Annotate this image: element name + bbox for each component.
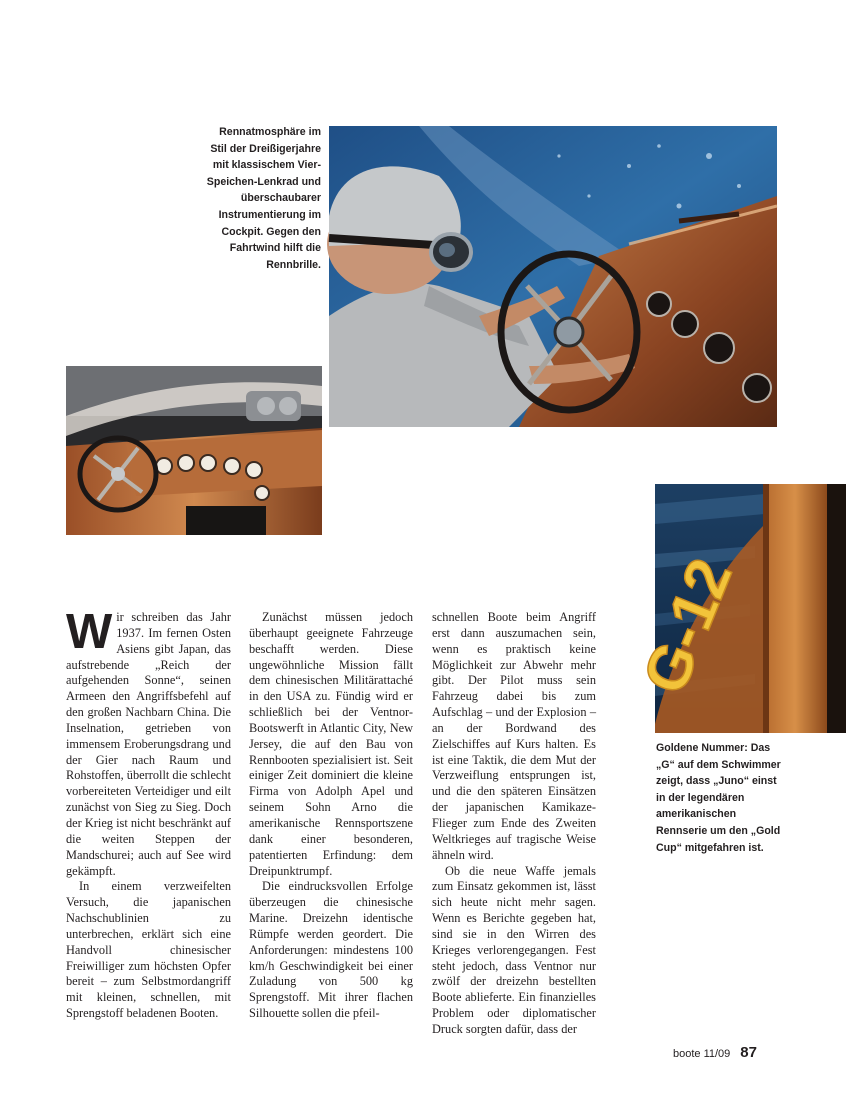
photo-driver-cockpit [329,126,777,427]
magazine-issue: boote 11/09 [673,1048,731,1060]
article-column-1 [66,605,232,1022]
photo-cockpit-dashboard [66,366,322,535]
hull-number-text: G-12 [630,549,746,704]
article-paragraph: Zunächst müssen jedoch überhaupt geeignete Fahrzeuge beschafft werden. Diese ungewöhnliche Mission fällt dem chinesischen Militärattaché in den USA zu. Fündig wird er schließlich bei der Ventnor-Bootswerft in Atlantic City, New Jersey, die auf den Bau von Rennbooten spezialisiert ist. Seit einiger Zeit dominiert die kleine Firma von Adolph Apel und seinem Sohn Arno die amerikanische Rennsportszene dank einer besonderen, patentierten Erfindung: dem Dreipunktrumpf. [249,610,413,878]
page-number: 87 [740,1044,757,1061]
photo-caption-number: Goldene Nummer: Das „G“ auf dem Schwimmer zeigt, dass „Juno“ einst in der legendären amerikanischen Rennserie um den „Gold Cup“ mitgefahren ist. [656,742,781,854]
article-paragraph: Wir schreiben das Jahr 1937. Im fernen Osten Asiens gibt Japan, das aufstrebende „Reich der aufgehenden Sonne“, seinen Armeen den Angriffsbefehl auf den großen Nachbarn China. Die Inselnation, getrieben von immensem Eroberungsdrang und der Gier nach Raum und Rohstoffen, überrollt die schlecht vorbereiteten Verteidiger und eilt zunächst von Sieg zu Sieg. Doch der Krieg ist nicht beschränkt auf die weiten Steppen der Mandschurei; auch auf See wird gekämpft. [66,605,232,878]
photo-hull-number [630,484,846,733]
dropcap: W [66,605,113,659]
article-paragraph: Die eindrucksvollen Erfolge überzeugen die chinesische Marine. Dreizehn identische Rümpfe werden geordert. Die Anforderungen: mindestens 100 km/h Geschwindigkeit bei einer Zuladung von 500 kg Sprengstoff. Mit ihrer flachen Silhouette sollen die pfeil- [249,879,413,1021]
page-footer [673,1044,757,1061]
photo-caption-cockpit: Rennatmosphäre im Stil der Dreißigerjahre mit klassischem Vier-Speichen-Lenkrad und überschaubarer Instrumentierung im Cockpit. Gegen den Fahrtwind hilft die Rennbrille. [206,126,321,271]
article-column-3 [432,610,596,1038]
article-paragraph: In einem verzweifelten Versuch, die japanischen Nachschublinien zu unterbrechen, erklärt sich eine Handvoll chinesischer Freiwilliger zum höchsten Opfer bereit – zum Selbstmordangriff mit kleinen, schnellen, mit Sprengstoff beladenen Booten. [66,879,231,1021]
article-paragraph: Ob die neue Waffe jemals zum Einsatz gekommen ist, lässt sich heute nicht mehr sagen. Wenn es Berichte gegeben hat, sind sie in den Wirren des Krieges verlorengegangen. Fest steht jedoch, dass Ventnor nur zwölf der dreizehn bestellten Boote ablieferte. Ein finanzielles Problem oder diplomatischer Druck sorgten dafür, dass der [432,863,596,1036]
article-paragraph: schnellen Boote beim Angriff erst dann auszumachen sein, wenn es praktisch keine Möglichkeit zur Abwehr mehr gibt. Der Pilot muss sein Fahrzeug dabei bis zum Aufschlag – und der Explosion – an der Bordwand des Zielschiffes auf Kurs halten. Es ist eine Taktik, die dem Mut der Verzweiflung entsprungen ist, und die den späteren Einsätzen der japanischen Kamikaze-Flieger zum Ende des Zweiten Weltkrieges auf tragische Weise ähneln wird. [432,610,596,862]
article-column-2 [249,610,413,1022]
